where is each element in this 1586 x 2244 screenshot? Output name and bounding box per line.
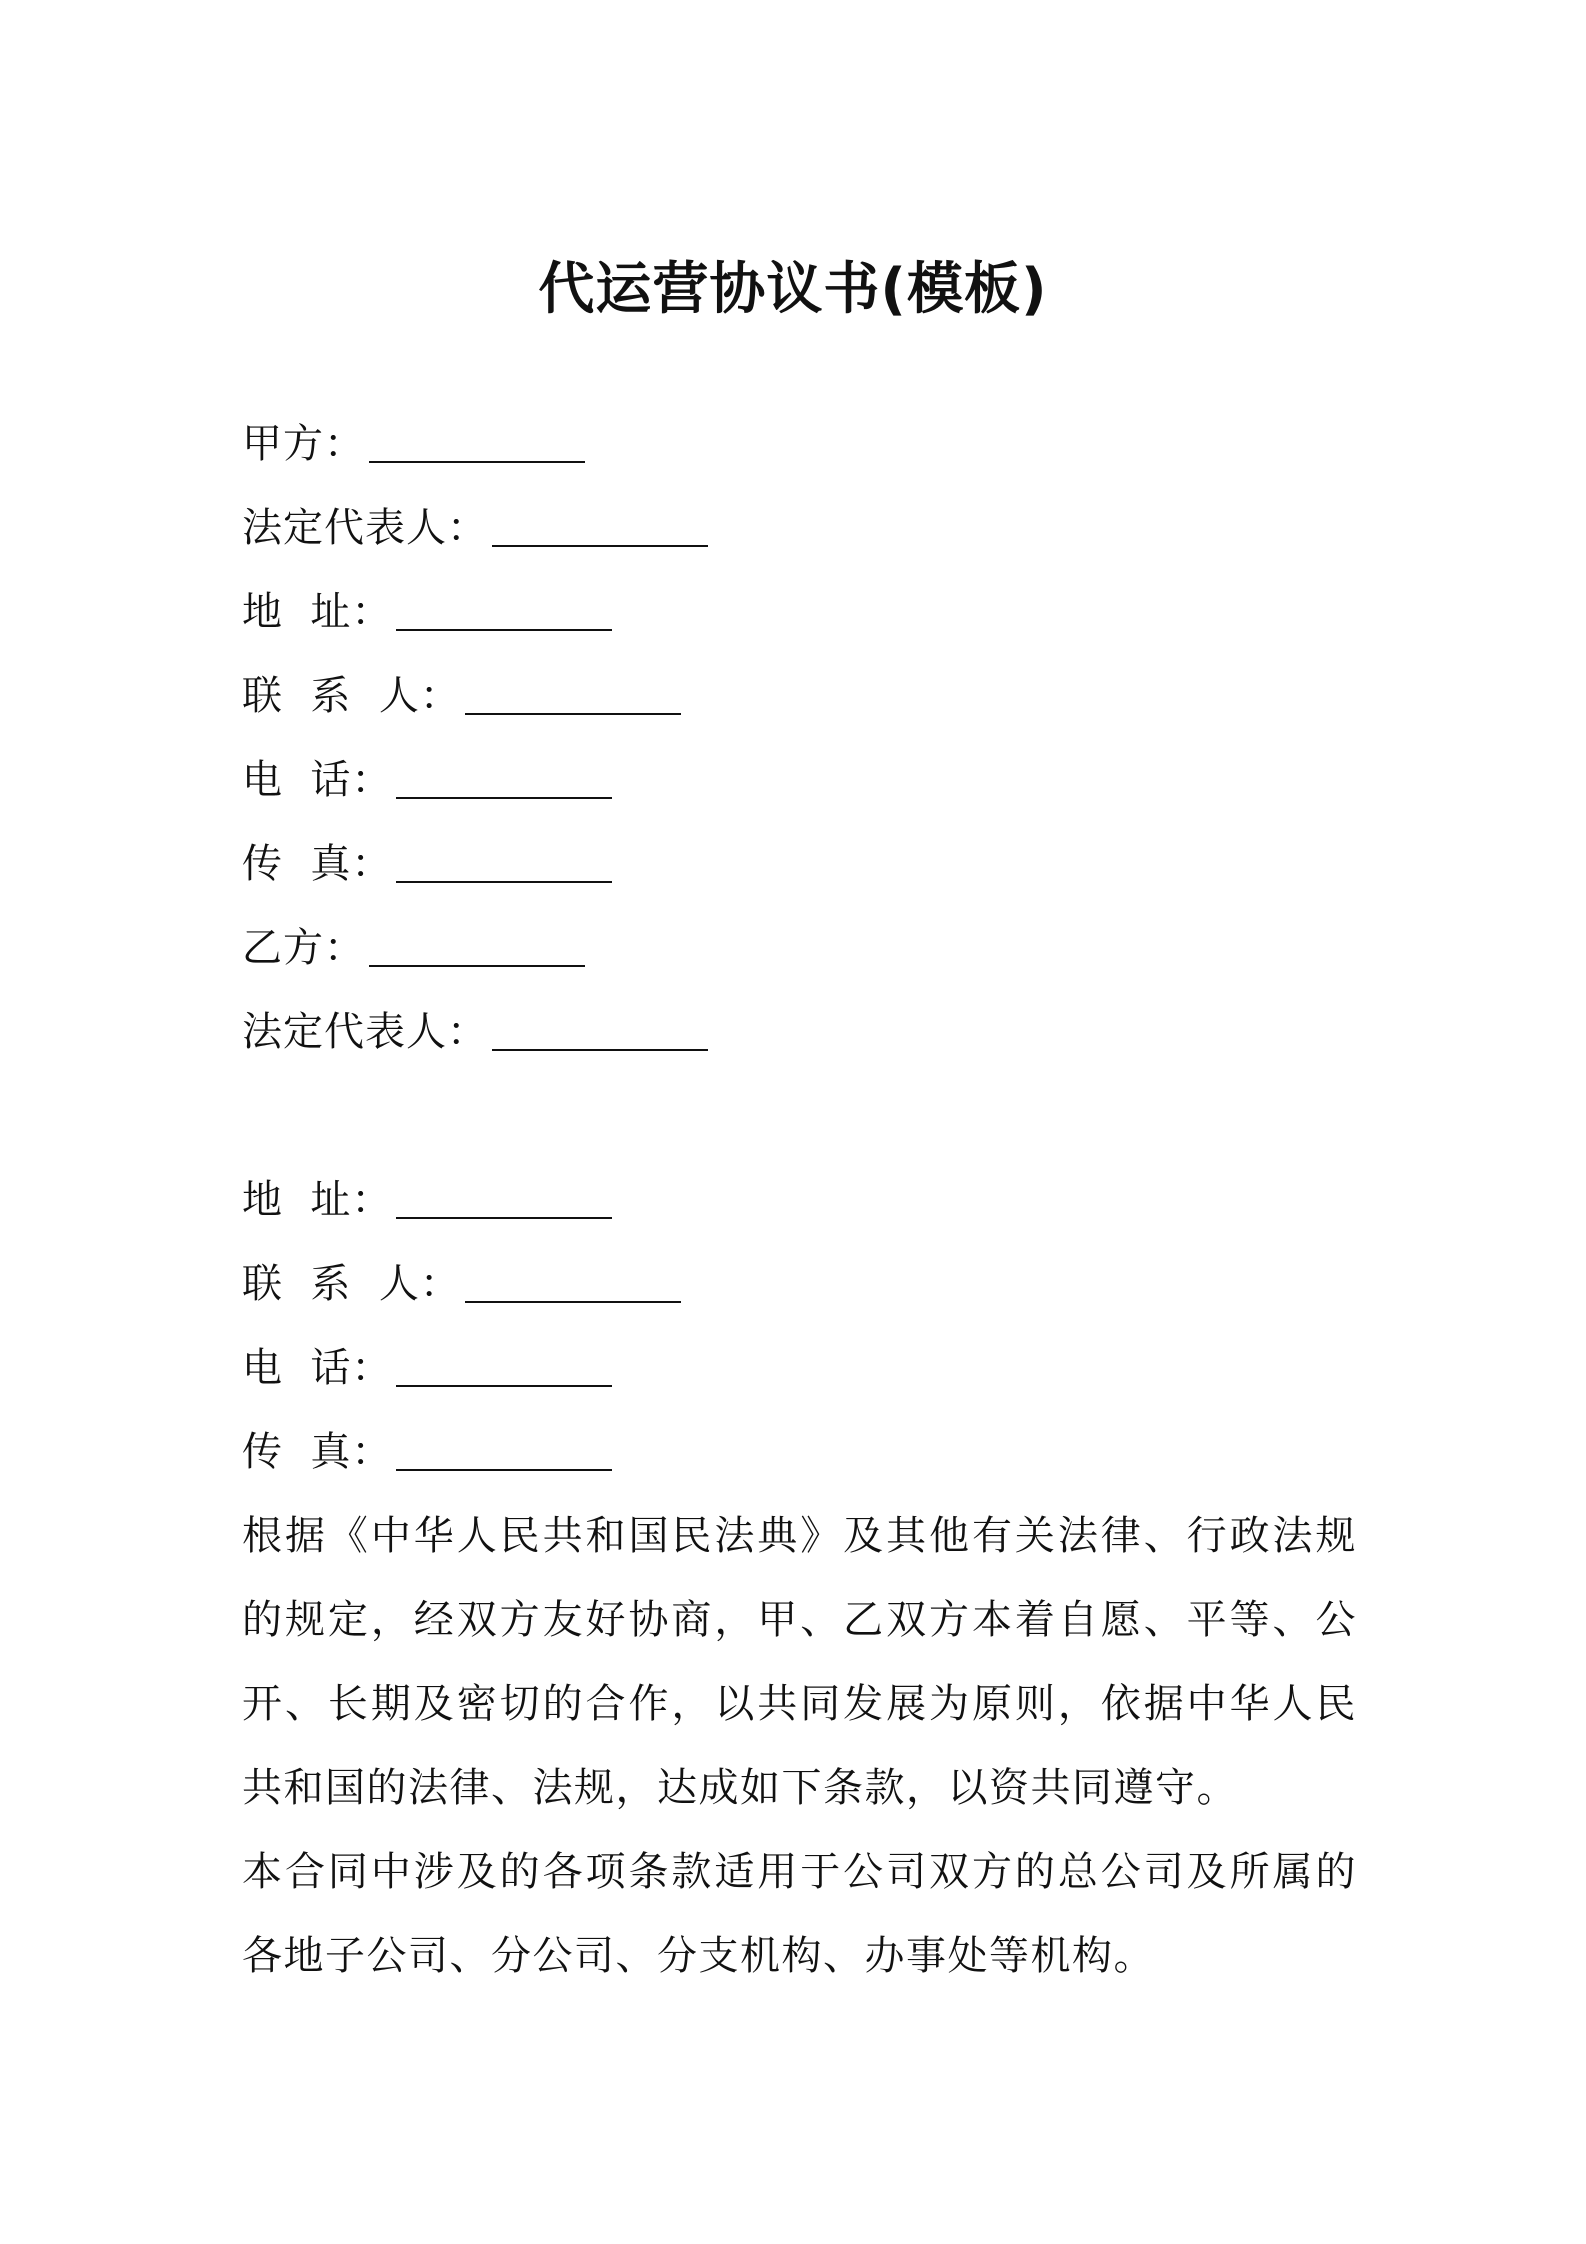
party-b-fax-field (242, 1424, 612, 1480)
party-a-name-blank[interactable] (369, 417, 585, 463)
party-b-name-field (242, 920, 585, 976)
party-a-phone-label: 电 话： (242, 757, 393, 803)
party-b-phone-label: 电 话： (242, 1345, 393, 1391)
party-a-name-field (242, 416, 585, 472)
party-a-rep-field (242, 500, 708, 556)
party-b-name-blank[interactable] (369, 921, 585, 967)
party-a-contact-field (242, 668, 681, 724)
party-b-rep-label: 法定代表人： (242, 1009, 488, 1055)
party-b-address-label: 地 址： (242, 1177, 393, 1223)
party-b-rep-blank[interactable] (492, 1005, 708, 1051)
party-b-fax-label: 传 真： (242, 1429, 393, 1475)
party-b-fax-blank[interactable] (396, 1425, 612, 1471)
party-a-fax-field (242, 836, 612, 892)
party-b-contact-label: 联 系 人： (242, 1261, 461, 1307)
party-a-address-field (242, 584, 612, 640)
party-a-rep-blank[interactable] (492, 501, 708, 547)
party-a-contact-blank[interactable] (465, 669, 681, 715)
preamble-paragraph: 根据《中华人民共和国民法典》及其他有关法律、行政法规的规定，经双方友好协商，甲、乙双方本着自愿、平等、公开、长期及密切的合作，以共同发展为原则，依据中华人民共和国的法律、法规，达成如下条款，以资共同遵守。 (242, 1513, 1357, 1811)
party-b-address-blank[interactable] (396, 1173, 612, 1219)
party-a-address-label: 地 址： (242, 589, 393, 635)
document-title: 代运营协议书(模板) (538, 257, 1048, 322)
scope-paragraph: 本合同中涉及的各项条款适用于公司双方的总公司及所属的各地子公司、分公司、分支机构、办事处等机构。 (242, 1849, 1357, 1979)
party-a-address-blank[interactable] (396, 585, 612, 631)
party-a-fax-blank[interactable] (396, 837, 612, 883)
party-b-contact-field (242, 1256, 681, 1312)
party-a-rep-label: 法定代表人： (242, 505, 488, 551)
party-a-phone-blank[interactable] (396, 753, 612, 799)
party-b-name-label: 乙方： (242, 925, 365, 971)
party-b-address-field (242, 1172, 612, 1228)
party-a-name-label: 甲方： (242, 421, 365, 467)
party-a-fax-label: 传 真： (242, 841, 393, 887)
party-b-phone-blank[interactable] (396, 1341, 612, 1387)
party-b-rep-field (242, 1004, 708, 1060)
party-a-contact-label: 联 系 人： (242, 673, 461, 719)
party-a-phone-field (242, 752, 612, 808)
party-b-contact-blank[interactable] (465, 1257, 681, 1303)
party-b-phone-field (242, 1340, 612, 1396)
